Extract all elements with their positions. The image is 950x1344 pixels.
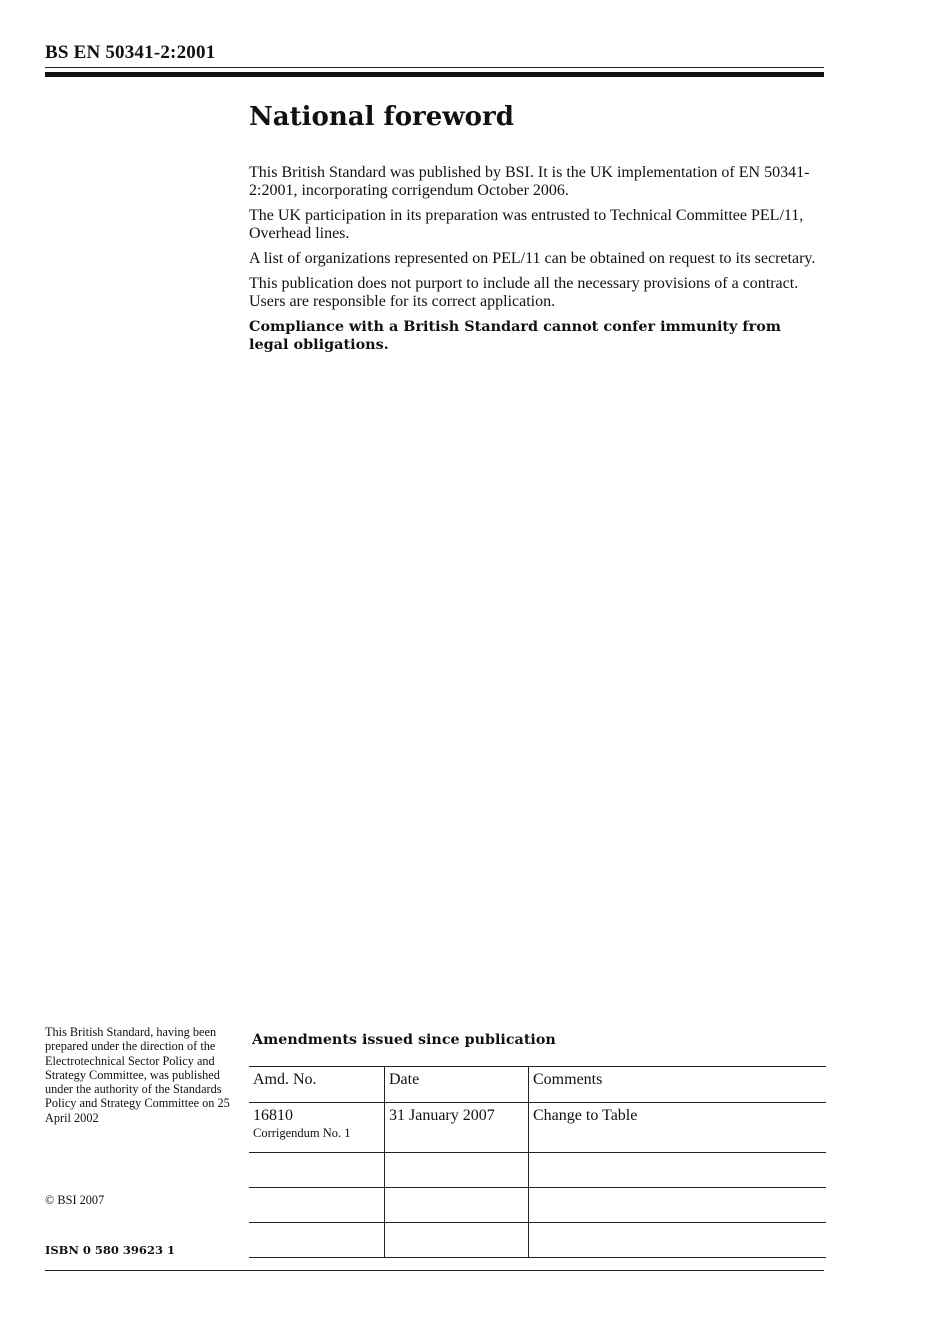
isbn: ISBN 0 580 39623 1 <box>45 1243 175 1257</box>
foreword-paragraph: This British Standard was published by BSI. It is the UK implementation of EN 50341-2:2001, incorporating corrigendum October 2006. <box>249 164 810 199</box>
amendments-table <box>249 1066 826 1258</box>
empty-cell <box>249 1188 385 1223</box>
amd-no-cell <box>249 1103 385 1153</box>
foreword-paragraph: This publication does not purport to include all the necessary provisions of a contract. Users are responsible for its correct application. <box>249 275 799 310</box>
header-thin-rule <box>45 67 824 68</box>
column-header-comments: Comments <box>529 1067 827 1103</box>
foreword-paragraph: The UK participation in its preparation was entrusted to Technical Committee PEL/11, Overhead lines. <box>249 207 804 242</box>
compliance-note: Compliance with a British Standard cannot confer immunity from legal obligations. <box>249 318 782 353</box>
empty-cell <box>529 1223 827 1258</box>
footer-rule <box>45 1270 824 1271</box>
amd-no-value: 16810 <box>253 1107 293 1124</box>
amd-no-sub: Corrigendum No. 1 <box>253 1126 351 1140</box>
document-id: BS EN 50341-2:2001 <box>45 42 216 63</box>
empty-cell <box>249 1223 385 1258</box>
empty-cell <box>249 1153 385 1188</box>
copyright-notice: © BSI 2007 <box>45 1193 105 1207</box>
column-header-date: Date <box>385 1067 529 1103</box>
foreword-body <box>249 164 825 361</box>
header-thick-rule <box>45 72 824 77</box>
column-header-amd-no: Amd. No. <box>249 1067 385 1103</box>
table-row-empty <box>249 1188 826 1223</box>
preparation-note: This British Standard, having been prepared under the direction of the Electrotechnical Sector Policy and Strategy Committee, was published under the authority of the Standards Policy and Strategy Committee on 25 April 2002 <box>45 1025 230 1125</box>
table-row <box>249 1103 826 1153</box>
comments-cell: Change to Table <box>529 1103 827 1153</box>
empty-cell <box>529 1188 827 1223</box>
table-header-row <box>249 1067 826 1103</box>
table-row-empty <box>249 1223 826 1258</box>
amendments-title: Amendments issued since publication <box>252 1032 556 1048</box>
date-cell: 31 January 2007 <box>385 1103 529 1153</box>
page-title: National foreword <box>249 102 514 132</box>
empty-cell <box>529 1153 827 1188</box>
table-row-empty <box>249 1153 826 1188</box>
empty-cell <box>385 1153 529 1188</box>
foreword-paragraph: A list of organizations represented on PEL/11 can be obtained on request to its secretary. <box>249 250 816 267</box>
empty-cell <box>385 1223 529 1258</box>
empty-cell <box>385 1188 529 1223</box>
